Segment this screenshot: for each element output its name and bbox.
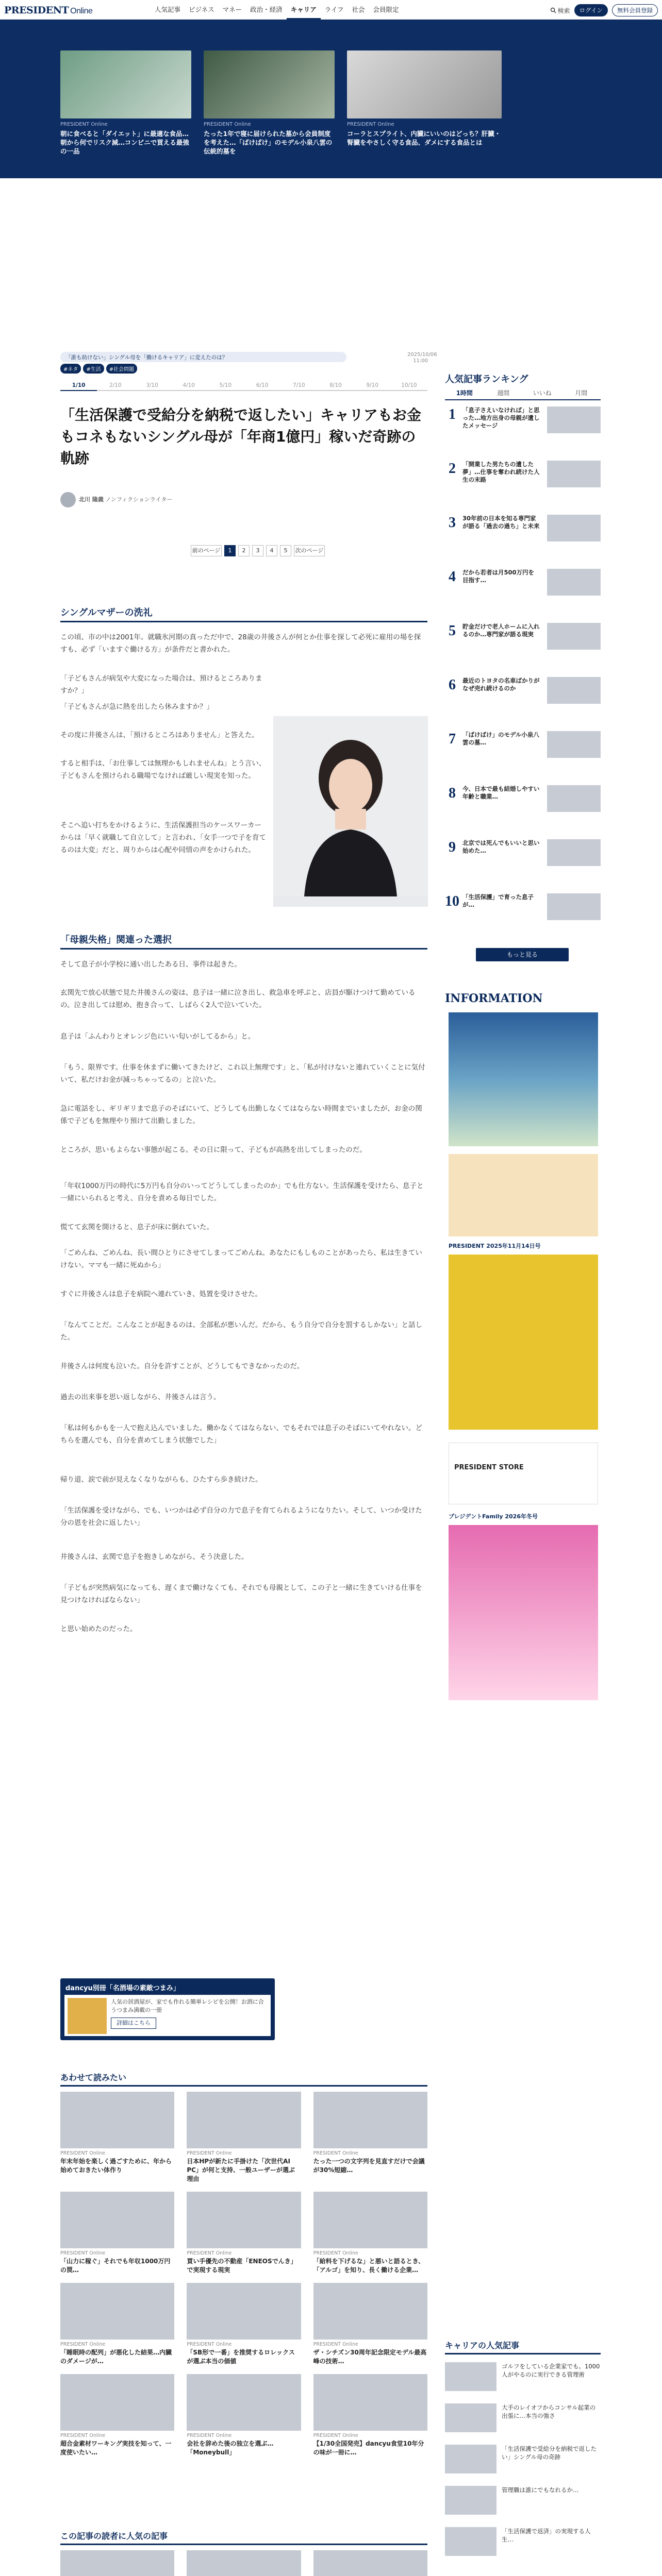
paragraph: すぐに井後さんは息子を病院へ連れていき、処置を受けさせた。 [60, 1290, 262, 1298]
featured-image [204, 50, 335, 118]
nav-item[interactable]: ビジネス [189, 6, 214, 13]
ranking-item[interactable]: 5 貯金だけで老人ホームに入れるのか…専門家が語る現実 [445, 621, 601, 652]
paragraph: 「ごめんね、ごめんね、長い間ひとりにさせてしまってごめんね。あなたにもしものことがあったら、私は生きていけない。ママも一緒に死ぬから」 [60, 1249, 422, 1269]
paragraph: 慌てて玄関を開けると、息子が床に倒れていた。 [60, 1223, 213, 1231]
paragraph: すると相手は、「お仕事しては無理かもしれませんね」とう言い、子どもさんを預けられる職場でなければ厳しい現実を知った。 [60, 759, 266, 780]
page-button[interactable]: 3 [252, 545, 263, 556]
paragraph: 急に電話をし、ギリギリまで息子のそばにいて、どうしても出勤しなくてはならない時間までいましたが、お金の関係で子どもを無理やり預けて出勤しました。 [60, 1105, 422, 1125]
ranking-title: 人気記事ランキング [445, 374, 528, 385]
avatar [60, 492, 76, 507]
promo-detail-button[interactable]: 詳細はこちら [111, 2018, 156, 2029]
nav-item-active[interactable]: キャリア [287, 6, 321, 20]
promo-popup[interactable] [60, 1978, 275, 2040]
header-actions [550, 4, 658, 16]
related-card[interactable]: PRESIDENT Online 買い手優先の不動産「ENEOSでんき」で実現する現実 [187, 2192, 301, 2275]
step[interactable]: 3/10 [134, 382, 170, 391]
step[interactable]: 8/10 [317, 382, 354, 391]
ranking-tab[interactable]: 月間 [575, 389, 588, 397]
publish-date: 2025/10/06 11:00 [407, 352, 437, 364]
related-card[interactable]: PRESIDENT Online たった一つの文字列を見直すだけで会議が30%短縮… [313, 2092, 427, 2183]
magazine-cover[interactable] [449, 1525, 598, 1700]
related-card[interactable]: PRESIDENT Online 【1/30全国発売】dancyu食堂10年分の味が一冊に… [313, 2374, 427, 2457]
next-page-button[interactable]: 次のページ [294, 545, 325, 556]
tag[interactable]: #生活 [83, 364, 104, 374]
related-grid [60, 2092, 427, 2457]
step[interactable]: 5/10 [207, 382, 244, 391]
paragraph: 帰り道、涙で前が見えなくなりながらも、ひたすら歩き続けた。 [60, 1476, 262, 1484]
paragraph: 井後さんは、玄関で息子を抱きしめながら、そう決意した。 [60, 1553, 249, 1561]
tag-list [60, 364, 137, 374]
ranking-tab[interactable]: 週間 [497, 389, 510, 397]
related-card[interactable]: PRESIDENT Online 超合金素材ワーキング実技を知って、一度使いたい… [60, 2374, 174, 2457]
ranking-item[interactable]: 9 北京では死んでもいいと思い始めた… [445, 837, 601, 868]
page-steps [60, 382, 427, 391]
paragraph: 「子どもが突然病気になっても、遅くまで働けなくても、それでも母親として、この子と一緒に生きていける仕事を見つけなければならない」 [60, 1584, 422, 1604]
author-photo [273, 716, 428, 907]
main-nav [151, 6, 403, 20]
nav-item[interactable]: マネー [222, 6, 242, 13]
popular-card[interactable] [60, 2550, 174, 2576]
paragraph: この頃、市の中は2001年。就職氷河期の真っただ中で、28歳の井後さんが何とか仕事を探して必死に雇用の場を探すも、必ず「いますぐ働ける方」が条件だと書かれた。 [60, 633, 421, 654]
section-heading: 「母親失格」関連った選択 [60, 933, 427, 950]
related-card[interactable]: PRESIDENT Online 「SB形で一番」を推奨するロレックスが選ぶ本当の価値 [187, 2283, 301, 2366]
paragraph: 息子は「ふんわりとオレンジ色にいい匂いがしてるから」と。 [60, 1032, 255, 1041]
ad-banner[interactable] [449, 1012, 598, 1146]
ad-banner[interactable] [449, 1154, 598, 1236]
page-button[interactable]: 2 [238, 545, 250, 556]
related-card[interactable]: PRESIDENT Online 会社を辞めた後の独立を選ぶ…「Moneybull」 [187, 2374, 301, 2457]
paragraph: と思い始めたのだった。 [60, 1625, 137, 1633]
nav-item[interactable]: 人気記事 [155, 6, 181, 13]
nav-item[interactable]: 社会 [352, 6, 365, 13]
paragraph: その度に井後さんは、「預けるところはありません」と答えた。 [60, 731, 259, 739]
author[interactable]: 北川 隆義 ノンフィクションライター [60, 492, 172, 507]
popular-grid [60, 2550, 427, 2576]
related-card[interactable]: PRESIDENT Online 「山力に稼ぐ」それでも年収1000万円の罠… [60, 2192, 174, 2275]
related-card[interactable]: PRESIDENT Online 年末年始を楽しく過ごすために、年から始めておきたい体作り [60, 2092, 174, 2183]
featured-band [0, 20, 662, 178]
prev-page-button[interactable]: 前のページ [191, 545, 222, 556]
related-card[interactable]: PRESIDENT Online 「睡眠時の配列」が悪化した結果…内臓のダメージが… [60, 2283, 174, 2366]
paragraph: 「なんてことだ。こんなことが起きるのは、全部私が悪いんだ。だから、もう自分で自分を罰するしかない」と話した。 [60, 1321, 422, 1342]
step[interactable]: 10/10 [391, 382, 427, 391]
step[interactable]: 1/10 [60, 382, 97, 391]
paragraph: そして息子が小学校に通い出したある日、事件は起きた。 [60, 960, 241, 969]
ranking-item[interactable]: 2 「開業した男たちの遺した夢」…仕事を奪われ続けた人生の末路 [445, 459, 601, 489]
login-button[interactable]: ログイン [574, 4, 608, 16]
step[interactable]: 9/10 [354, 382, 391, 391]
ranking-item[interactable]: 10 「生活保護」で育った息子が… [445, 891, 601, 922]
nav-item[interactable]: 会員限定 [373, 6, 399, 13]
ranking-tab[interactable]: 1時間 [456, 389, 473, 397]
popular-card[interactable] [313, 2550, 427, 2576]
paragraph: 玄関先で放心状態で見た井後さんの姿は、息子は一緒に泣き出し、救急車を呼ぶと、店員が駆けつけて勤めているの。泣き出しては慰め、抱き合って、しばらく2人で泣いていた。 [60, 989, 416, 1009]
information-heading: INFORMATION [445, 992, 543, 1005]
ranking-item[interactable]: 7 「ばけばけ」のモデル小泉八雲の墓… [445, 729, 601, 760]
step[interactable]: 4/10 [171, 382, 207, 391]
paragraph: ところが、思いもよらない事態が起こる。その日に限って、子どもが高熱を出してしまったのだ。 [60, 1146, 367, 1154]
ranking-more-button[interactable]: もっと見る [476, 948, 569, 961]
ranking-item[interactable]: 8 今、日本で最も結婚しやすい年齢と職業… [445, 783, 601, 814]
paragraph: 過去の出来事を思い返しながら、井後さんは言う。 [60, 1393, 221, 1401]
paragraph: 「子どもさんが急に熱を出したら休みますか？」 [60, 703, 213, 711]
career-item[interactable]: ゴルフをしている企業家でも。1000人がやるのに実行できる管理術 [445, 2362, 601, 2393]
featured-image [347, 50, 502, 118]
ranking-item[interactable]: 3 30年前の日本を知る専門家が語る「過去の過ち」と未来 [445, 513, 601, 544]
paragraph: 「もう、限界です。仕事を休まずに働いてきたけど、これ以上無理です」と、「私が付けないと連れていくことに気付いて、私だけお金が減っちゃってるの」と泣いた。 [60, 1063, 425, 1084]
pagination [191, 545, 325, 556]
series-banner[interactable]: 「誰も助けない」シングル母を「働けるキャリア」に変えたのは？ [60, 352, 346, 362]
featured-card[interactable]: PRESIDENT Online たった1年で寝に届けられた墓から会員制度を考えた…「ばけばけ」のモデル小泉八雲の伝統的墓を [204, 50, 335, 156]
section-heading: シングルマザーの洗礼 [60, 605, 427, 622]
paragraph: 「年収1000万円の時代に5万円も自分のいってどうしてしまったのか」でも仕方ない。生活保護を受けたら、息子と一緒にいられると考え、自分を責める毎日でした。 [60, 1182, 424, 1202]
top-bar [0, 0, 662, 20]
nav-item[interactable]: ライフ [324, 6, 344, 13]
popular-card[interactable] [187, 2550, 301, 2576]
paragraph: 「子どもさんが病気や大変になった場合は、預けるところありますか？」 [60, 674, 262, 695]
step[interactable]: 2/10 [97, 382, 134, 391]
popular-heading: この記事の読者に人気の記事 [60, 2530, 427, 2545]
related-card[interactable]: PRESIDENT Online ザ・シチズン30周年記念限定モデル最高峰の技術… [313, 2283, 427, 2366]
page-button[interactable]: 5 [280, 545, 291, 556]
search-icon [550, 7, 556, 13]
paragraph: そこへ追い打ちをかけるように、生活保護担当のケースワーカーからは「早く就職して自立して」と言われ、「女手一つで子を育てるのは大変」だと、周りからは心配や同情の声をかけられた。 [60, 821, 267, 854]
page-button[interactable]: 4 [266, 545, 277, 556]
tag[interactable]: #ネタ [60, 364, 81, 374]
related-card[interactable]: PRESIDENT Online 日本HPが新たに手掛けた「次世代AI PC」が何と支持、一般ユーザーが選ぶ理由 [187, 2092, 301, 2183]
paragraph: 「生活保護を受けながら、でも、いつかは必ず自分の力で息子を育てられるようになりたい。そして、いつか受けた分の恩を社会に返したい」 [60, 1506, 422, 1527]
career-item[interactable]: 管理職は誰にでもなれるか… [445, 2486, 601, 2517]
page-button[interactable]: 1 [224, 545, 236, 556]
magazine-cover[interactable] [449, 1255, 598, 1430]
register-button[interactable]: 無料会員登録 [612, 4, 658, 16]
nav-item[interactable]: 政治・経済 [250, 6, 283, 13]
step[interactable]: 7/10 [280, 382, 317, 391]
tag[interactable]: #社会問題 [106, 364, 137, 374]
portrait-image [273, 716, 428, 896]
featured-card[interactable]: PRESIDENT Online 朝に食べると「ダイエット」に最適な食品…朝から何でリスク減…コンビニで買える最強の一品 [60, 50, 191, 156]
paragraph: 「私は何もかもを一人で抱え込んでいました。働かなくてはならない、でもそれでは息子のそばにいてやれない。どちらを選んでも、自分を責めてしまう状態でした」 [60, 1424, 422, 1445]
featured-card[interactable]: PRESIDENT Online コーラとスプライト、内臓にいいのはどっち？肝臓・腎臓をやさしく守る食品、ダメにする食品とは [347, 50, 502, 147]
paragraph: 井後さんは何度も泣いた。自分を許すことが、どうしてもできなかったのだ。 [60, 1362, 304, 1370]
career-heading: キャリアの人気記事 [445, 2339, 601, 2354]
ad-caption: PRESIDENT 2025年11月14日号 [449, 1243, 541, 1249]
search-button[interactable]: 検索 [550, 6, 570, 15]
article-title: 「生活保護で受給分を納税で返したい」キャリアもお金もコネもないシングル母が「年商1億円」稼いだ奇跡の軌跡 [60, 406, 422, 467]
related-heading: あわせて読みたい [60, 2071, 427, 2087]
career-item[interactable]: 大手のレイオフからコンサル起業の出張に…本当の強さ [445, 2403, 601, 2434]
site-logo[interactable]: PRESIDENT Online [4, 5, 93, 16]
promo-body: 人気の居酒屋が、家でも作れる簡単レシピを公開！お酒に合うつまみ満載の一冊 詳細はこちら [64, 1995, 271, 2036]
step[interactable]: 6/10 [244, 382, 280, 391]
related-card[interactable]: PRESIDENT Online 「給料を下げるな」と悪いと語るとき、「アルゴ」を知り、長く働ける企業… [313, 2192, 427, 2275]
ranking-item[interactable]: 4 だから若者は月500万円を目指す… [445, 567, 601, 598]
promo-image [68, 1998, 107, 2034]
career-item[interactable]: 「生活保護で返済」の実現する人生… [445, 2527, 601, 2558]
ranking-item[interactable]: 1 「息子さえいなければ」と思った…地方出身の母親が遺したメッセージ [445, 404, 601, 435]
ad-caption: プレジデントFamily 2026年冬号 [449, 1513, 538, 1520]
store-ad[interactable]: PRESIDENT STORE [449, 1443, 598, 1504]
career-item[interactable]: 「生活保護で受給分を納税で返したい」シングル母の奇跡 [445, 2445, 601, 2476]
ranking-tab[interactable]: いいね [533, 389, 552, 397]
featured-image [60, 50, 191, 118]
ranking-item[interactable]: 6 最近のトヨタの名車ばかりがなぜ売れ続けるのか [445, 675, 601, 706]
promo-title: dancyu別冊「名酒場の素敵つまみ」 [65, 1985, 180, 1992]
ranking-tabs [445, 386, 601, 400]
